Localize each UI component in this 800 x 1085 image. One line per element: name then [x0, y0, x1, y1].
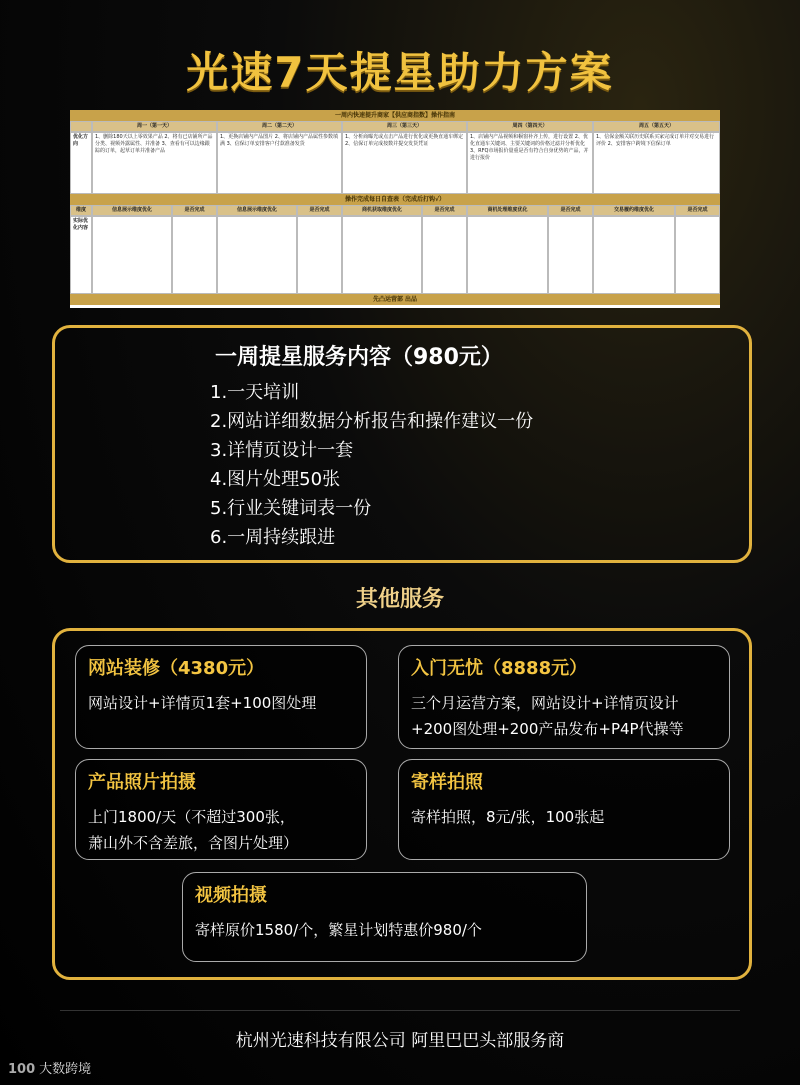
- row-label: 优化方向: [70, 132, 92, 194]
- col-header: 是否完成: [422, 205, 467, 216]
- card-desc: 寄样拍照，8元/张，100张起: [411, 808, 605, 826]
- col-header: 是否完成: [172, 205, 217, 216]
- page-title: 光速7天提星助力方案: [186, 48, 614, 97]
- other-services-title: 其他服务: [355, 587, 444, 612]
- col-header: 商机获取维度优化: [342, 205, 422, 216]
- service-list: [210, 378, 533, 552]
- day-note: 1、店铺内产品视频和橱窗补齐上传，进行设置 2、优化直通车关键词、主要关键词的价格过滤并分析优化 3、RFQ市场报价量重是否有符合自身优势的产品，并进行报价: [467, 132, 593, 194]
- col-header: 是否完成: [675, 205, 720, 216]
- list-item: 3.详情页设计一套: [210, 440, 354, 461]
- divider: [60, 1010, 740, 1011]
- product-photo-card[interactable]: [75, 759, 367, 860]
- card-title: 寄样拍照: [411, 772, 483, 793]
- sheet-footer: 先凸运营部 出品: [70, 294, 720, 305]
- logo-mark: 100: [8, 1062, 36, 1077]
- day-header: 周四（第四天）: [467, 121, 593, 132]
- card-title: 产品照片拍摄: [88, 772, 196, 793]
- col-header: 是否完成: [548, 205, 593, 216]
- weekly-service-panel: [52, 325, 752, 563]
- site-decoration-card[interactable]: [75, 645, 367, 749]
- list-item: 1.一天培训: [210, 382, 300, 403]
- day-header: 周五（第五天）: [593, 121, 720, 132]
- card-title: 入门无忧（8888元）: [411, 658, 588, 679]
- day-note: 1、更换店铺内产品图片 2、将店铺内产品属性参数填满 3、信保订单安排客户付款准备发货: [217, 132, 342, 194]
- video-shoot-card[interactable]: [182, 872, 587, 962]
- list-item: 6.一周持续跟进: [210, 527, 336, 548]
- day-note: 1、分析商曝光或点击产品进行优化或更换直通车绑定 2、信保订单完成按数并提交发货凭证: [342, 132, 467, 194]
- starter-package-card[interactable]: [398, 645, 730, 749]
- col-header: 商机处理维度优化: [467, 205, 548, 216]
- mail-sample-photo-card[interactable]: [398, 759, 730, 860]
- company-footer: 杭州光速科技有限公司 阿里巴巴头部服务商: [235, 1031, 565, 1051]
- day-header: 周三（第三天）: [342, 121, 467, 132]
- card-desc: 上门1800/天（不超过300张， 萧山外不含差旅，含图片处理）: [88, 808, 299, 852]
- day-header: 周一（第一天）: [92, 121, 217, 132]
- col-header: 交易履约维度优化: [593, 205, 675, 216]
- guide-spreadsheet: [70, 110, 720, 308]
- service-heading: 一周提星服务内容（980元）: [215, 345, 503, 370]
- list-item: 2.网站详细数据分析报告和操作建议一份: [210, 411, 534, 432]
- row-label: 实际优化内容: [70, 216, 92, 294]
- watermark-logo: [8, 1058, 91, 1077]
- day-header: 周二（第二天）: [217, 121, 342, 132]
- card-desc: 三个月运营方案，网站设计+详情页设计 +200图处理+200产品发布+P4P代操等: [411, 694, 684, 738]
- card-desc: 寄样原价1580/个，繁星计划特惠价980/个: [195, 921, 482, 939]
- day-note: 1、删除180天以上零效果产品 2、将有已店铺所产品分类、视频外露属性、并准备 3、查看有可以边缘跟踪的订单，起草订单并准备产品: [92, 132, 217, 194]
- card-desc: 网站设计+详情页1套+100图处理: [88, 694, 317, 712]
- list-item: 4.图片处理50张: [210, 469, 341, 490]
- col-header: 是否完成: [297, 205, 342, 216]
- sheet-title: 一周内快速提升商家【供应商指数】操作指南: [70, 110, 720, 121]
- list-item: 5.行业关键词表一份: [210, 498, 372, 519]
- col-header: 信息展示维度优化: [217, 205, 297, 216]
- card-title: 网站装修（4380元）: [88, 658, 265, 679]
- card-title: 视频拍摄: [195, 885, 267, 906]
- sheet-subtitle: 操作完成每日自查表（完成后打钩√）: [70, 194, 720, 205]
- col-header: 信息展示维度优化: [92, 205, 172, 216]
- day-note: 1、信保金额关联历史联系买家完成订单并对交易进行评价 2、安排客户跨境下信保订单: [593, 132, 720, 194]
- logo-text: 大数跨境: [39, 1062, 92, 1077]
- col-header: 维度: [70, 205, 92, 216]
